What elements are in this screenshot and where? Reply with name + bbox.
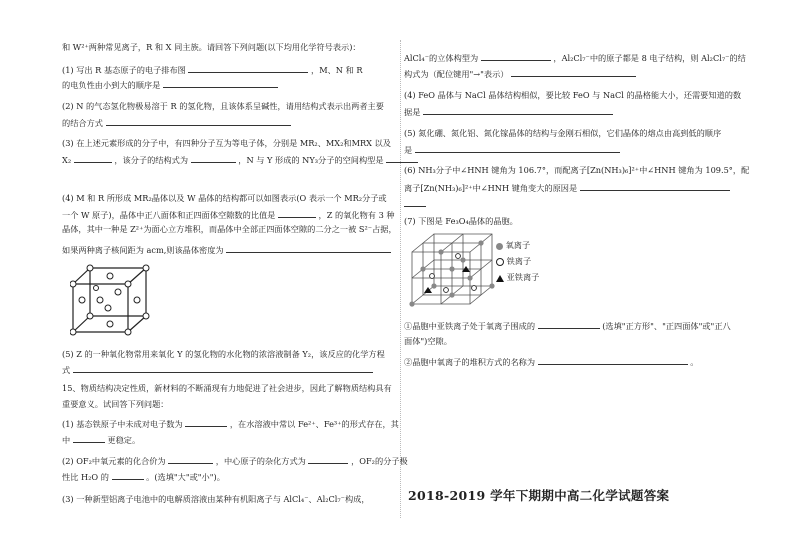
question-line: X₂ ，该分子的结构式为 ，N 与 Y 形成的 NY₃分子的空间构型是 bbox=[62, 154, 418, 165]
answer-blank[interactable] bbox=[73, 434, 105, 443]
question-line: (4) FeO 晶体与 NaCl 晶体结构相似，要比较 FeO 与 NaCl 的晶格能大小，还需要知道的数 bbox=[404, 90, 742, 100]
question-line: 一个 W 原子)，晶体中正八面体和正四面体空隙数的比值是 ，Z 的氧化物有 3 种 bbox=[62, 210, 395, 220]
answer-blank[interactable] bbox=[386, 154, 418, 163]
question-line: 式 bbox=[62, 364, 373, 375]
answer-section-title: 2018-2019 学年下期期中高二化学试题答案 bbox=[408, 488, 670, 503]
legend-item-ferrous: 亚铁离子 bbox=[496, 272, 539, 282]
crystal-cell-figure bbox=[70, 264, 150, 336]
answer-blank[interactable] bbox=[404, 198, 426, 207]
question-line: (3) 一种新型铝离子电池中的电解质溶液由某种有机阳离子与 AlCl₄⁻、Al₂Cl₇⁻构成， bbox=[62, 494, 370, 504]
triangle-icon bbox=[496, 275, 504, 282]
answer-blank[interactable] bbox=[481, 52, 551, 61]
answer-blank[interactable] bbox=[191, 154, 236, 163]
question-line: 如果两种离子核间距为 acm,则该晶体密度为 bbox=[62, 244, 391, 255]
gray-dot-icon bbox=[496, 243, 503, 250]
answer-blank[interactable] bbox=[278, 209, 316, 218]
answer-blank[interactable] bbox=[168, 455, 213, 464]
question-line: (6) NH₃分子中∠HNH 键角为 106.7°，而配离子[Zn(NH₃)₆]²⁺中∠HNH 键角为 109.5°，配 bbox=[404, 165, 750, 175]
answer-blank[interactable] bbox=[106, 117, 291, 126]
answer-blank[interactable] bbox=[74, 154, 112, 163]
question-line: 晶体，其中一种是 Z²⁺为面心立方堆积，而晶体中全部正四面体空隙的二分之一被 S²⁻占据， bbox=[62, 224, 397, 234]
answer-blank[interactable] bbox=[580, 182, 730, 191]
question-line: 面体")空隙。 bbox=[404, 336, 452, 346]
question-line: 中 更稳定。 bbox=[62, 435, 141, 445]
question-line: 性比 H₂O 的 。(选填"大"或"小")。 bbox=[62, 472, 225, 482]
answer-blank[interactable] bbox=[163, 79, 278, 88]
question-line: (3) 在上述元素形成的分子中，有四种分子互为等电子体，分别是 MR₂、MX₂和MRX 以及 bbox=[62, 138, 391, 148]
question-line: 的电负性由小到大的顺序是 bbox=[62, 79, 278, 90]
answer-blank[interactable] bbox=[73, 364, 373, 373]
question-line: (1) 写出 R 基态原子的电子排布图 ，M、N 和 R bbox=[62, 65, 363, 75]
answer-blank[interactable] bbox=[308, 455, 348, 464]
question-line: 离子[Zn(NH₃)₆]²⁺中∠HNH 键角变大的原因是 bbox=[404, 182, 730, 193]
legend-item-oxygen: 氧离子 bbox=[496, 240, 530, 250]
answer-blank[interactable] bbox=[185, 418, 227, 427]
legend-item-iron: 铁离子 bbox=[496, 256, 531, 266]
answer-blank-line bbox=[404, 198, 426, 209]
question-line: 的结合方式 bbox=[62, 117, 291, 128]
answer-blank[interactable] bbox=[538, 320, 600, 329]
answer-blank[interactable] bbox=[511, 68, 636, 77]
circle-icon bbox=[496, 258, 504, 266]
question-line: (2) N 的气态氢化物极易溶于 R 的氢化物，且该体系呈碱性，请用结构式表示出两者主要 bbox=[62, 101, 384, 111]
question-line: (2) OF₂中氧元素的化合价为 ，中心原子的杂化方式为 ，OF₂的分子极 bbox=[62, 456, 408, 466]
answer-blank[interactable] bbox=[188, 64, 308, 73]
question-line: ①晶胞中亚铁离子处于氧离子围成的 (选填"正方形"、"正四面体"或"正八 bbox=[404, 321, 731, 331]
column-divider bbox=[400, 40, 401, 518]
question-line: 据是 bbox=[404, 106, 613, 117]
question-line: (7) 下图是 Fe₃O₄晶体的晶胞。 bbox=[404, 216, 518, 226]
question-line: (4) M 和 R 所形成 MR₂晶体以及 W 晶体的结构都可以如图表示(O 表示一个 MR₂分子或 bbox=[62, 193, 387, 203]
question-line: 是 bbox=[404, 144, 620, 155]
question-line: 15、物质结构决定性质，新材料的不断涌现有力地促进了社会进步，因此了解物质结构具有 bbox=[62, 383, 392, 393]
question-line: (5) Z 的一种氧化物常用来氧化 Y 的氢化物的水化物的浓溶液制备 Y₂，该反应的化学方程 bbox=[62, 349, 385, 359]
question-line: 重要意义。试回答下列问题： bbox=[62, 399, 169, 409]
answer-blank[interactable] bbox=[538, 356, 688, 365]
answer-blank[interactable] bbox=[226, 244, 391, 253]
answer-blank[interactable] bbox=[112, 471, 144, 480]
answer-blank[interactable] bbox=[415, 144, 620, 153]
question-line: (5) 氮化硼、氮化铝、氮化镓晶体的结构与金刚石相似，它们晶体的熔点由高到低的顺序 bbox=[404, 128, 722, 138]
question-line: AlCl₄⁻的立体构型为 ，Al₂Cl₇⁻中的原子都是 8 电子结构，则 Al₂Cl₇⁻的结 bbox=[404, 53, 746, 63]
answer-blank[interactable] bbox=[423, 106, 613, 115]
question-line: (1) 基态铁原子中未成对电子数为 ，在水溶液中常以 Fe²⁺、Fe³⁺的形式存在，其 bbox=[62, 419, 399, 429]
fe3o4-unit-cell-figure bbox=[408, 230, 498, 308]
question-line: ②晶胞中氧离子的堆积方式的名称为 。 bbox=[404, 357, 699, 367]
text-line: 和 W²⁺两种常见离子，R 和 X 同主族。请回答下列问题(以下均用化学符号表示)： bbox=[62, 42, 361, 52]
question-line: 构式为（配位键用"→"表示） bbox=[404, 68, 636, 79]
